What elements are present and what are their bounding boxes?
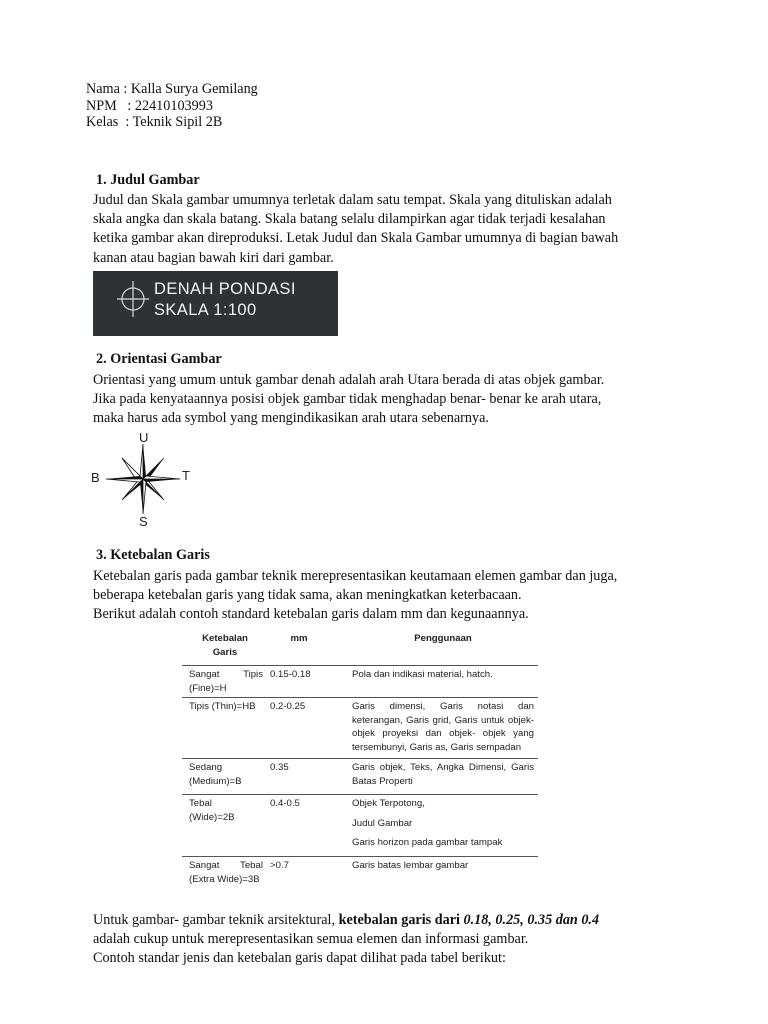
thickness-name bbox=[189, 859, 263, 886]
thickness-mm: 0.35 bbox=[270, 762, 289, 773]
paragraph-line bbox=[93, 911, 599, 930]
section-2-paragraph bbox=[93, 371, 604, 429]
compass-north-label: U bbox=[139, 430, 149, 445]
thickness-mm: >0.7 bbox=[270, 860, 289, 871]
paragraph-line: Judul dan Skala gambar umumnya terletak dalam satu tempat. Skala yang dituliskan adalah bbox=[93, 192, 612, 208]
student-npm: NPM : 22410103993 bbox=[86, 97, 213, 114]
thickness-usage bbox=[352, 797, 534, 850]
compass-south-label: S bbox=[139, 514, 148, 529]
table-header bbox=[182, 628, 538, 665]
header-text: Garis bbox=[212, 646, 238, 658]
cell-text: tersembunyi, Garis as, Garis sempadan bbox=[352, 741, 522, 753]
thickness-name bbox=[189, 668, 263, 695]
paragraph-line: beberapa ketebalan garis yang tidak sama, akan meningkatkan keterbacaan. bbox=[93, 587, 522, 604]
drawing-title-block-image bbox=[93, 271, 338, 336]
cell-text: Pola dan indikasi material, hatch. bbox=[352, 669, 493, 680]
cell-text: Garis objek, Teks, Angka Dimensi, Garis bbox=[352, 762, 534, 773]
cell-text: Sedang bbox=[189, 762, 223, 773]
cell-text: keterangan, Garis grid, Garis untuk objek- bbox=[352, 714, 534, 726]
paragraph-line: Orientasi yang umum untuk gambar denah adalah arah Utara berada di atas objek gambar. bbox=[93, 372, 605, 388]
paragraph-line: maka harus ada symbol yang mengindikasikan arah utara sebenarnya. bbox=[93, 410, 489, 427]
cell-text: objek proyeksi dan objek- objek yang bbox=[352, 728, 534, 740]
compass-west-label: B bbox=[91, 470, 100, 485]
title-block-scale: SKALA 1:100 bbox=[154, 301, 257, 319]
cell-text: Garis horizon pada gambar tampak bbox=[352, 837, 503, 849]
table-row bbox=[182, 758, 538, 794]
student-class: Kelas : Teknik Sipil 2B bbox=[86, 114, 223, 130]
thickness-usage bbox=[352, 859, 534, 873]
section-1-heading: 1. Judul Gambar bbox=[96, 172, 200, 188]
cell-text: Judul Gambar bbox=[352, 817, 413, 829]
header-text: Ketebalan bbox=[202, 633, 248, 644]
section-2-heading: 2. Orientasi Gambar bbox=[96, 351, 222, 367]
cell-text: (Wide)=2B bbox=[189, 811, 235, 823]
table-row bbox=[182, 794, 538, 856]
closing-plain-text: Untuk gambar- gambar teknik arsitektural, bbox=[93, 912, 339, 928]
section-3-paragraph bbox=[93, 567, 617, 625]
column-header-mm: mm bbox=[290, 633, 308, 644]
section-3-heading: 3. Ketebalan Garis bbox=[96, 547, 210, 563]
cell-text: (Extra Wide)=3B bbox=[189, 873, 260, 885]
cell-text: Tipis (Thin)=HB bbox=[189, 701, 256, 712]
table-row bbox=[182, 697, 538, 758]
thickness-usage bbox=[352, 668, 534, 682]
cell-text: Garis batas lembar gambar bbox=[352, 860, 469, 871]
title-block-name: DENAH PONDASI bbox=[154, 280, 296, 298]
cell-text: (Medium)=B bbox=[189, 775, 242, 787]
thickness-name bbox=[189, 761, 263, 788]
thickness-mm: 0.4-0.5 bbox=[270, 798, 300, 809]
cell-text: Sangat Tipis bbox=[189, 669, 263, 680]
section-1-paragraph bbox=[93, 191, 618, 268]
column-header-usage: Penggunaan bbox=[414, 633, 472, 644]
paragraph-line: Berikut adalah contoh standard ketebalan garis dalam mm dan kegunaannya. bbox=[93, 606, 529, 623]
table-row bbox=[182, 856, 538, 888]
cell-text: (Fine)=H bbox=[189, 682, 227, 694]
crosshair-symbol-icon bbox=[93, 271, 153, 336]
closing-bold-text: ketebalan garis dari bbox=[338, 912, 464, 928]
thickness-usage bbox=[352, 761, 534, 788]
paragraph-line: Ketebalan garis pada gambar teknik merepresentasikan keutamaan elemen gambar dan juga, bbox=[93, 568, 618, 584]
thickness-mm: 0.15-0.18 bbox=[270, 669, 311, 680]
cell-text: Sangat Tebal bbox=[189, 860, 263, 871]
cell-text: Tebal bbox=[189, 798, 212, 809]
paragraph-line: ketika gambar akan direproduksi. Letak Judul dan Skala Gambar umumnya di bagian bawah bbox=[93, 230, 619, 247]
student-name: Nama : Kalla Surya Gemilang bbox=[86, 81, 258, 97]
paragraph-line: Jika pada kenyataannya posisi objek gambar tidak menghadap benar- benar ke arah utara, bbox=[93, 391, 602, 408]
cell-text: Garis dimensi, Garis notasi dan bbox=[352, 701, 534, 712]
thickness-mm: 0.2-0.25 bbox=[270, 701, 306, 712]
cell-text: Batas Properti bbox=[352, 775, 413, 787]
paragraph-line: Contoh standar jenis dan ketebalan garis dapat dilihat pada tabel berikut: bbox=[93, 950, 506, 967]
paragraph-line: kanan atau bagian bawah kiri dari gambar. bbox=[93, 249, 334, 266]
paragraph-line: adalah cukup untuk merepresentasikan semua elemen dan informasi gambar. bbox=[93, 931, 529, 948]
student-info bbox=[86, 81, 258, 131]
closing-bold-italic-values: 0.18, 0.25, 0.35 dan 0.4 bbox=[463, 912, 600, 928]
compass-rose bbox=[88, 430, 198, 530]
line-thickness-table bbox=[182, 628, 538, 888]
thickness-name bbox=[189, 797, 263, 824]
column-header-thickness bbox=[188, 632, 262, 659]
thickness-usage bbox=[352, 700, 534, 754]
thickness-name bbox=[189, 700, 263, 714]
compass-east-label: T bbox=[182, 468, 190, 483]
paragraph-line: skala angka dan skala batang. Skala batang selalu dilampirkan agar tidak terjadi kesalahan bbox=[93, 211, 606, 228]
closing-paragraph bbox=[93, 911, 599, 969]
cell-text: Objek Terpotong, bbox=[352, 798, 425, 809]
table-row bbox=[182, 665, 538, 697]
